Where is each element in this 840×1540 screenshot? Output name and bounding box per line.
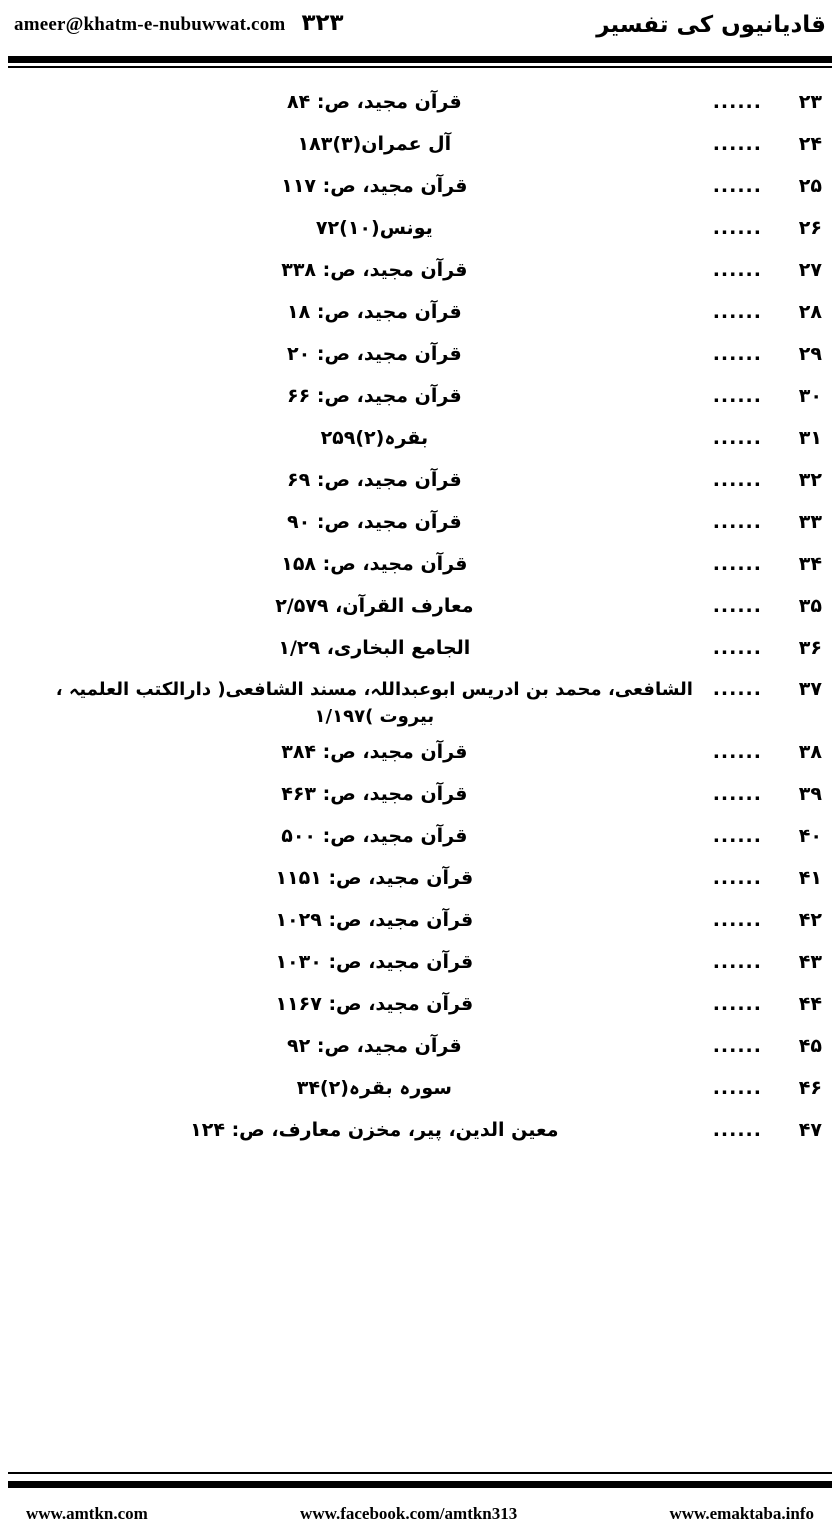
footnote-dot-leader: ......: [712, 783, 762, 805]
footnote-reference-text: قرآن مجید، ص: ۱۸: [287, 301, 462, 323]
header-divider-thin: [8, 66, 832, 68]
footnote-reference-text: قرآن مجید، ص: ۹۰: [287, 511, 462, 533]
footnote-row: [18, 676, 822, 730]
footnote-reference-text: قرآن مجید، ص: ۸۴: [287, 91, 462, 113]
footnote-dot-leader: ......: [712, 741, 762, 763]
footnote-dot-leader: ......: [712, 637, 762, 659]
footnote-row: [18, 214, 822, 248]
footnote-number: ۲۵: [798, 175, 822, 197]
footnote-number: ۳۳: [798, 511, 822, 533]
footnote-dot-leader: ......: [712, 175, 762, 197]
footnote-row: [18, 466, 822, 500]
footnote-row: [18, 780, 822, 814]
footnote-reference-text: قرآن مجید، ص: ۹۲: [287, 1035, 462, 1057]
footnote-number: ۲۹: [798, 343, 822, 365]
footnote-dot-leader: ......: [712, 678, 762, 700]
footnote-row: [18, 864, 822, 898]
footnote-row: [18, 256, 822, 290]
footnote-dot-leader: ......: [712, 301, 762, 323]
page-number: ۳۲۳: [301, 10, 344, 36]
footnote-number: ۴۷: [798, 1119, 822, 1141]
contact-email: ameer@khatm-e-nubuwwat.com: [14, 14, 286, 35]
footnote-reference-text: قرآن مجید، ص: ۱۱۷: [281, 175, 468, 197]
footnote-number: ۲۶: [798, 217, 822, 239]
footnote-dot-leader: ......: [712, 1077, 762, 1099]
footnote-row: [18, 948, 822, 982]
footnote-dot-leader: ......: [712, 427, 762, 449]
footnote-reference-text: قرآن مجید، ص: ۱۱۶۷: [275, 993, 474, 1015]
header-left-group: [14, 10, 344, 36]
footnote-dot-leader: ......: [712, 951, 762, 973]
footnote-row: [18, 990, 822, 1024]
footnote-dot-leader: ......: [712, 867, 762, 889]
footnote-reference-text: قرآن مجید، ص: ۲۰: [287, 343, 462, 365]
footnote-row: [18, 634, 822, 668]
footnote-dot-leader: ......: [712, 385, 762, 407]
footnote-number: ۳۹: [798, 783, 822, 805]
footnote-reference-text: قرآن مجید، ص: ۱۵۸: [281, 553, 468, 575]
footnote-dot-leader: ......: [712, 133, 762, 155]
footnote-reference-text: الشافعی، محمد بن ادریس ابوعبداللہ، مسند الشافعی( دارالکتب العلمیہ ، بیروت )۱/۱۹۷: [55, 679, 693, 727]
footnote-number: ۳۱: [798, 427, 822, 449]
footnote-row: [18, 340, 822, 374]
footnote-reference-text: قرآن مجید، ص: ۵۰۰: [281, 825, 468, 847]
footnote-row: [18, 738, 822, 772]
footnote-row: [18, 1074, 822, 1108]
page-footer: [8, 1496, 832, 1532]
footer-link-website[interactable]: www.amtkn.com: [26, 1504, 148, 1523]
footnote-row: [18, 508, 822, 542]
footnote-number: ۲۸: [798, 301, 822, 323]
footnote-reference-text: قرآن مجید، ص: ۶۹: [287, 469, 462, 491]
footnote-dot-leader: ......: [712, 511, 762, 533]
footnote-row: [18, 172, 822, 206]
footnote-row: [18, 88, 822, 122]
footnote-list: [8, 80, 832, 1452]
footnote-number: ۴۵: [798, 1035, 822, 1057]
footnote-number: ۳۰: [798, 385, 822, 407]
page-header: [0, 0, 840, 56]
footnote-reference-text: قرآن مجید، ص: ۳۸۴: [281, 741, 468, 763]
footnote-reference-text: قرآن مجید، ص: ۱۱۵۱: [275, 867, 474, 889]
footnote-reference-text: قرآن مجید، ص: ۴۶۳: [281, 783, 468, 805]
footnote-reference-text: معین الدین، پیر، مخزن معارف، ص: ۱۲۴: [190, 1119, 559, 1141]
footnote-number: ۴۱: [798, 867, 822, 889]
footnote-dot-leader: ......: [712, 553, 762, 575]
footnote-dot-leader: ......: [712, 993, 762, 1015]
footnote-reference-text: یونس(۱۰)۷۲: [315, 217, 433, 239]
footnote-number: ۳۶: [798, 637, 822, 659]
footnote-number: ۲۷: [798, 259, 822, 281]
footnote-reference-text: قرآن مجید، ص: ۳۳۸: [281, 259, 468, 281]
footnote-reference-text: بقرہ(۲)۲۵۹: [320, 427, 429, 449]
footnote-reference-text: آل عمران(۳)۱۸۳: [297, 133, 452, 155]
footnote-reference-text: سورہ بقرہ(۲)۳۴: [296, 1077, 452, 1099]
footnote-number: ۳۲: [798, 469, 822, 491]
header-divider-thick: [8, 56, 832, 63]
footer-divider-thick: [8, 1481, 832, 1488]
footnote-reference-text: قرآن مجید، ص: ۱۰۳۰: [275, 951, 474, 973]
footer-divider-thin: [8, 1472, 832, 1474]
footnote-number: ۴۶: [798, 1077, 822, 1099]
footnote-row: [18, 130, 822, 164]
footnote-reference-text: قرآن مجید، ص: ۱۰۲۹: [275, 909, 474, 931]
footnote-row: [18, 1116, 822, 1150]
footnote-row: [18, 1032, 822, 1066]
footnote-dot-leader: ......: [712, 909, 762, 931]
footnote-row: [18, 822, 822, 856]
footnote-row: [18, 424, 822, 458]
footnote-dot-leader: ......: [712, 217, 762, 239]
footnote-dot-leader: ......: [712, 91, 762, 113]
footnote-row: [18, 550, 822, 584]
footnote-number: ۲۴: [798, 133, 822, 155]
footnote-number: ۴۳: [798, 951, 822, 973]
footer-link-facebook[interactable]: www.facebook.com/amtkn313: [300, 1504, 518, 1523]
footnote-reference-text: معارف القرآن، ۲/۵۷۹: [275, 595, 474, 617]
footnote-reference-text: الجامع البخاری، ۱/۲۹: [278, 637, 471, 659]
footnote-dot-leader: ......: [712, 1119, 762, 1141]
footnote-number: ۴۴: [798, 993, 822, 1015]
footer-link-emaktaba[interactable]: www.emaktaba.info: [669, 1504, 814, 1523]
footnote-dot-leader: ......: [712, 595, 762, 617]
footnote-dot-leader: ......: [712, 343, 762, 365]
footnote-row: [18, 906, 822, 940]
footnote-dot-leader: ......: [712, 1035, 762, 1057]
footnote-number: ۳۵: [798, 595, 822, 617]
footnote-reference-text: قرآن مجید، ص: ۶۶: [287, 385, 462, 407]
footnote-number: ۳۴: [798, 553, 822, 575]
footnote-number: ۳۷: [798, 678, 822, 700]
footnote-dot-leader: ......: [712, 259, 762, 281]
footnote-number: ۴۰: [798, 825, 822, 847]
book-title: قادیانیوں کی تفسیر: [596, 12, 826, 38]
footnote-row: [18, 592, 822, 626]
footnote-row: [18, 382, 822, 416]
footnote-number: ۳۸: [798, 741, 822, 763]
footnote-dot-leader: ......: [712, 825, 762, 847]
footnote-row: [18, 298, 822, 332]
footnote-number: ۲۳: [798, 91, 822, 113]
footnote-dot-leader: ......: [712, 469, 762, 491]
footnote-number: ۴۲: [798, 909, 822, 931]
